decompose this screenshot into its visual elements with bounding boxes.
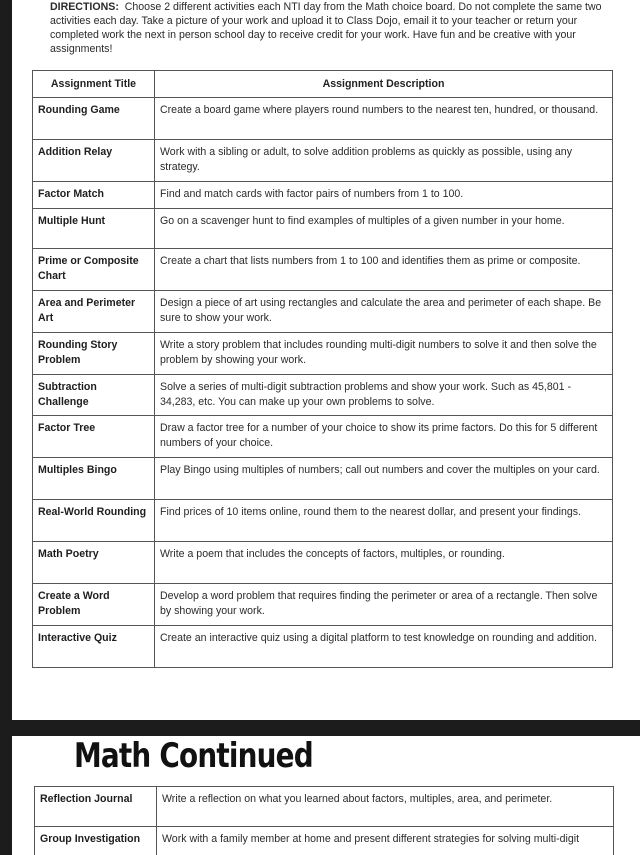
math-choice-board-table: [32, 70, 613, 668]
assignment-title: Rounding Game: [33, 98, 155, 140]
assignment-title: Prime or Composite Chart: [33, 249, 155, 291]
assignment-description: Go on a scavenger hunt to find examples of multiples of a given number in your home.: [155, 209, 613, 249]
assignment-title: Interactive Quiz: [33, 626, 155, 668]
assignment-title: Subtraction Challenge: [33, 375, 155, 416]
assignment-description: Work with a sibling or adult, to solve addition problems as quickly as possible, using any strategy.: [155, 140, 613, 182]
assignment-description: Write a poem that includes the concepts of factors, multiples, or rounding.: [155, 542, 613, 584]
assignment-title: Math Poetry: [33, 542, 155, 584]
assignment-description: Play Bingo using multiples of numbers; call out numbers and cover the multiples on your card.: [155, 458, 613, 500]
table-row: [33, 500, 613, 542]
page-heading: Math Continued: [74, 736, 313, 776]
document-page-2: [12, 736, 640, 855]
table-row: [33, 291, 613, 333]
assignment-description: Find and match cards with factor pairs of numbers from 1 to 100.: [155, 182, 613, 209]
table-row: [33, 333, 613, 375]
table-row: [33, 209, 613, 249]
assignment-description: Design a piece of art using rectangles and calculate the area and perimeter of each shape. Be sure to show your work.: [155, 291, 613, 333]
assignment-description: Write a story problem that includes rounding multi-digit numbers to solve it and then solve the problem by showing your work.: [155, 333, 613, 375]
assignment-title: Multiples Bingo: [33, 458, 155, 500]
page-gap: [12, 720, 640, 736]
assignment-description: Find prices of 10 items online, round them to the nearest dollar, and present your findings.: [155, 500, 613, 542]
assignment-description: Create a chart that lists numbers from 1 to 100 and identifies them as prime or composite.: [155, 249, 613, 291]
assignment-title: Addition Relay: [33, 140, 155, 182]
assignment-title: Reflection Journal: [35, 787, 157, 827]
math-continued-table: [34, 786, 614, 855]
document-page-1: [12, 0, 640, 720]
directions-label: DIRECTIONS:: [50, 1, 119, 13]
assignment-title: Multiple Hunt: [33, 209, 155, 249]
table-row: [33, 249, 613, 291]
table-header-row: [33, 71, 613, 98]
assignment-title: Area and Perimeter Art: [33, 291, 155, 333]
assignment-title: Rounding Story Problem: [33, 333, 155, 375]
directions-paragraph: [50, 0, 610, 56]
table-row: [33, 140, 613, 182]
table-row: [33, 584, 613, 626]
header-assignment-title: Assignment Title: [33, 71, 155, 98]
assignment-description: Create an interactive quiz using a digital platform to test knowledge on rounding and addition.: [155, 626, 613, 668]
table-row: [33, 416, 613, 458]
assignment-description: Develop a word problem that requires finding the perimeter or area of a rectangle. Then solve by showing your work.: [155, 584, 613, 626]
table-row: [35, 787, 614, 827]
assignment-title: Group Investigation: [35, 827, 157, 855]
table-row: [33, 626, 613, 668]
assignment-description: Work with a family member at home and present different strategies for solving multi-digit: [157, 827, 614, 855]
assignment-title: Real-World Rounding: [33, 500, 155, 542]
assignment-description: Solve a series of multi-digit subtraction problems and show your work. Such as 45,801 - 34,283, etc. You can make up your own problems to solve.: [155, 375, 613, 416]
table-row: [33, 542, 613, 584]
table-row: [33, 98, 613, 140]
table-row: [33, 182, 613, 209]
table-row: [33, 375, 613, 416]
assignment-description: Create a board game where players round numbers to the nearest ten, hundred, or thousand.: [155, 98, 613, 140]
assignment-title: Factor Tree: [33, 416, 155, 458]
assignment-title: Create a Word Problem: [33, 584, 155, 626]
header-assignment-description: Assignment Description: [155, 71, 613, 98]
directions-text: Choose 2 different activities each NTI day from the Math choice board. Do not complete the same two activities each day. Take a picture of your work and upload it to Class Dojo, email it to your teacher or return your completed work the next in person school day to receive credit for your work. Have fun and be creative with your assignments!: [50, 1, 602, 55]
assignment-description: Draw a factor tree for a number of your choice to show its prime factors. Do this for 5 different numbers of your choice.: [155, 416, 613, 458]
assignment-title: Factor Match: [33, 182, 155, 209]
table-row: [35, 827, 614, 855]
assignment-description: Write a reflection on what you learned about factors, multiples, area, and perimeter.: [157, 787, 614, 827]
table-row: [33, 458, 613, 500]
